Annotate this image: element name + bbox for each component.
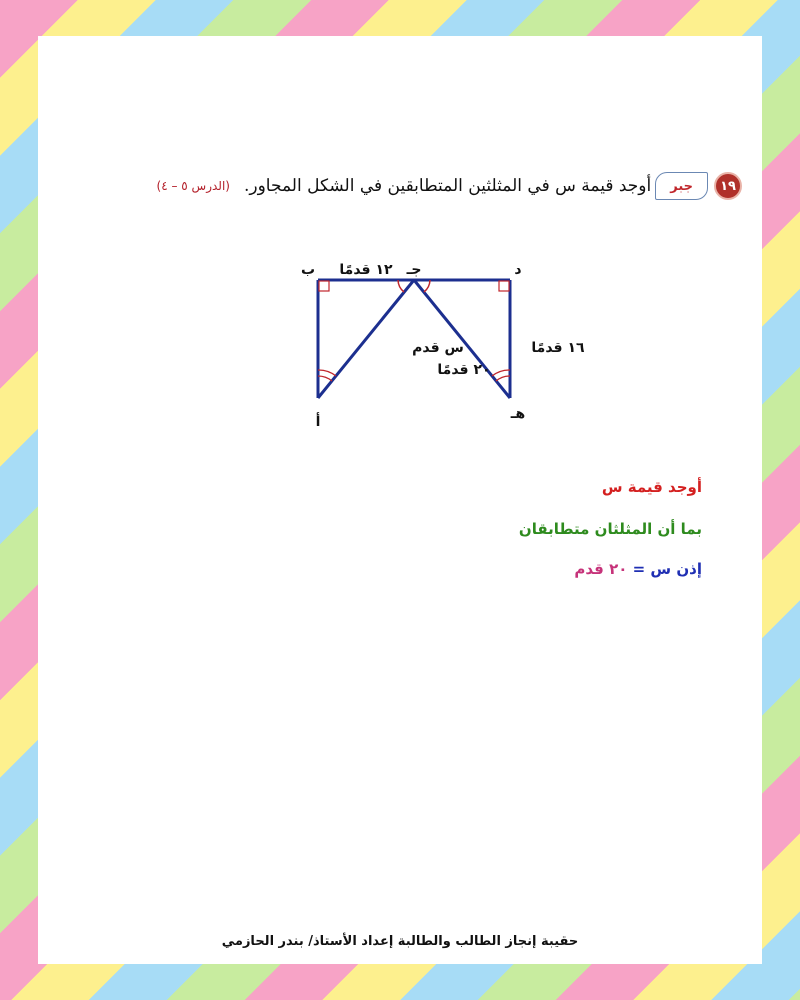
angle-arc-a-2 — [318, 370, 336, 376]
answer-result-prefix: إذن س = — [632, 560, 702, 578]
angle-arc-j-left — [398, 280, 404, 292]
answer-line-congruent: بما أن المثلثان متطابقان — [518, 520, 702, 538]
angle-arc-h-2 — [492, 370, 510, 376]
subject-tag: جبر — [655, 172, 708, 200]
angle-arc-a-1 — [318, 376, 332, 381]
right-angle-mark-d — [499, 281, 509, 291]
right-angle-mark-b — [319, 281, 329, 291]
vertex-label-a: أ — [315, 414, 321, 430]
vertex-label-b: ب — [300, 262, 316, 278]
question-row — [58, 168, 742, 204]
angle-arc-h-1 — [496, 376, 510, 381]
triangles-figure — [278, 246, 598, 466]
triangles-diagram — [278, 246, 598, 466]
question-number-badge: ١٩ — [714, 172, 742, 200]
angle-arc-j-right — [424, 280, 430, 292]
vertex-label-h: هـ — [510, 406, 526, 422]
worksheet-page — [38, 36, 762, 964]
length-label-20: ٢٠ قدمًا — [437, 362, 491, 378]
length-label-x: س قدم — [412, 340, 464, 356]
vertex-label-d: د — [514, 262, 522, 278]
lesson-reference: (الدرس ٥ – ٤) — [156, 179, 230, 193]
length-label-bj: ١٢ قدمًا — [339, 262, 393, 278]
answer-line-result — [574, 560, 702, 578]
answer-result-value: ٢٠ قدم — [574, 560, 628, 578]
footer-credit: حقيبة إنجاز الطالب والطالبة إعداد الأستاذ/ بندر الحازمي — [221, 934, 579, 949]
question-text: أوجد قيمة س في المثلثين المتطابقين في الشكل المجاور. — [243, 176, 652, 196]
length-label-16: ١٦ قدمًا — [531, 340, 585, 356]
vertex-label-j: جـ — [406, 262, 422, 278]
segment-jh — [414, 280, 510, 398]
answer-line-find-x: أوجد قيمة س — [601, 478, 702, 496]
segment-ja — [318, 280, 414, 398]
